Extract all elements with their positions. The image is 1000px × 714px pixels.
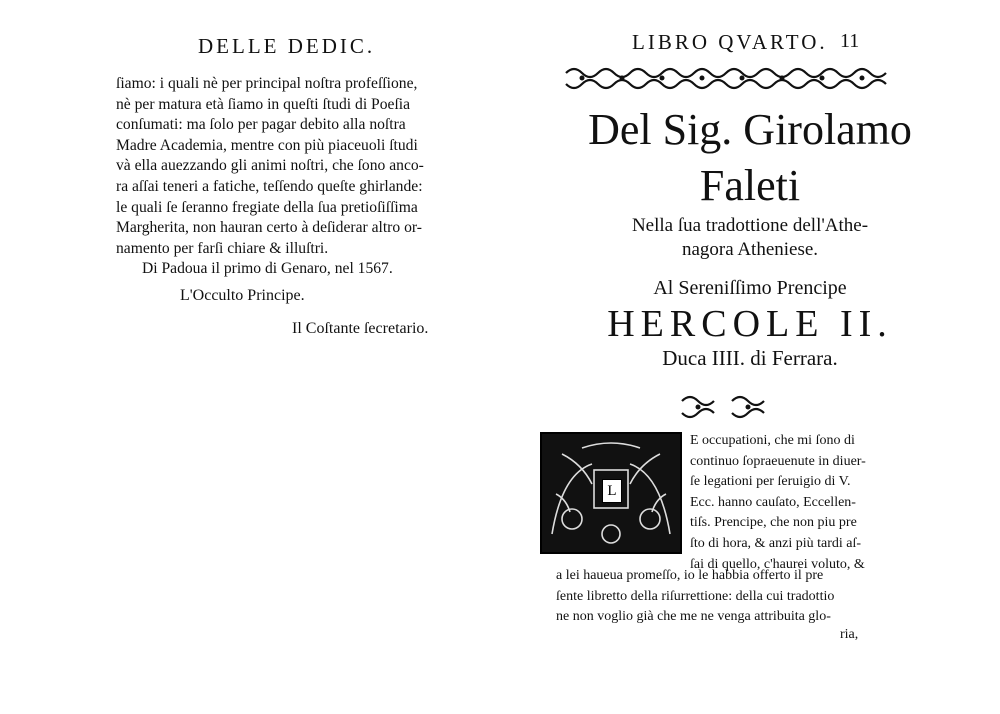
text-line: Madre Academia, mentre con più piaceuoli ſtudi <box>116 136 418 154</box>
text-line: namento per farſi chiare & illuſtri. <box>116 239 329 257</box>
page-number: 11 <box>840 30 860 52</box>
text-line: ra aſſai teneri a fatiche, teſſendo queſte ghirlande: <box>116 177 423 195</box>
full-width-text <box>556 566 902 628</box>
subtitle-line-2: nagora Atheniese. <box>681 239 819 260</box>
title-line-1: Del Sig. Girolamo <box>588 105 912 154</box>
signature-occulto-principe: L'Occulto Principe. <box>180 287 305 304</box>
text-line: a lei haueua promeſſo, io le habbia offerto il pre <box>556 568 824 583</box>
initial-letter: L <box>602 479 622 503</box>
text-line: Ecc. hanno cauſato, Eccellen- <box>690 494 856 510</box>
text-line: và ella auezzando gli animi noſtri, che ſono anco- <box>116 157 424 175</box>
decorated-initial <box>540 432 682 554</box>
text-line: ſiamo: i quali nè per principal noſtra profeſſione, <box>116 75 418 92</box>
signature-costante-secretario: Il Coſtante ſecretario. <box>292 320 429 337</box>
text-line: tiſs. Prencipe, che non piu pre <box>690 515 857 531</box>
text-line: continuo ſopraeuenute in diuer- <box>690 453 866 469</box>
catchword: ria, <box>840 627 859 642</box>
text-line: ſe legationi per ſeruigio di V. <box>690 474 851 490</box>
text-line: ſente libretto della riſurrettione: della cui tradottio <box>556 588 835 604</box>
running-head-left: DELLE DEDIC. <box>198 34 376 58</box>
dedication-line: Al Sereniſſimo Prencipe <box>653 277 847 299</box>
column-text <box>690 431 910 575</box>
title-line-2: Faleti <box>699 161 801 210</box>
text-line: E occupationi, che mi ſono di <box>690 433 855 448</box>
text-line: le quali ſe ſeranno fregiate della ſua pretioſiſſima <box>116 198 418 216</box>
running-head-right: LIBRO QVARTO. <box>632 30 828 54</box>
dedicatee-title: Duca IIII. di Ferrara. <box>662 346 838 370</box>
text-line: ſai di quello, c'haurei voluto, & <box>690 556 865 572</box>
text-line: nè per matura età ſiamo in queſti ſtudi di Poeſia <box>116 95 411 113</box>
ornament-small <box>676 392 776 422</box>
dedicatee-name: HERCOLE II. <box>607 303 893 345</box>
text-line: Margherita, non hauran certo à deſiderar altro or- <box>116 219 422 237</box>
ornament-band-top <box>562 64 890 92</box>
dateline: Di Padoua il primo di Genaro, nel 1567. <box>142 260 393 278</box>
subtitle <box>560 214 940 262</box>
text-line: ſto di hora, & anzi più tardi aſ- <box>690 535 862 551</box>
text-line: conſumati: ma ſolo per pagar debito alla noſtra <box>116 116 406 134</box>
text-line: ne non voglio già che me ne venga attribuita glo- <box>556 609 831 625</box>
subtitle-line-1: Nella ſua tradottione dell'Athe- <box>631 215 869 236</box>
left-body-text <box>116 74 456 280</box>
right-page <box>500 0 1000 714</box>
